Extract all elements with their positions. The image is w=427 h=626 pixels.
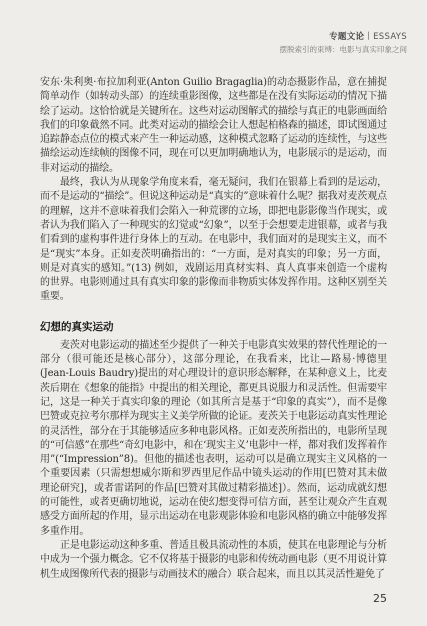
section-heading: 幻想的真实运动 <box>40 320 114 333</box>
paragraph: 最终，我认为从现象学角度来看，毫无疑问，我们在银幕上看到的是运动，而不是运动的“描绘”。但说这种运动是“真实的”意味着什么呢？据我对麦茨观点的理解，这并不意味着我们会陷入一种荒谬的立场，即把电影影像当作现实，或者认为我们陷入了一种现实的幻觉或“幻象”，以至于会想要走进银幕，或者与我们看到的虚构事件进行身体上的互动。在电影中，我们面对的是现实主义，而不是“现实”本身。正如麦茨明确指出的：“一方面，是对真实的印象；另一方面，则是对真实的感知。”(13) 例如，戏剧运用真材实料、真人真事来创造一个虚构的世界。电影则通过具有真实印象的影像而非物质实体发挥作用。这种区别至关重要。 <box>40 177 387 303</box>
header-series-en: ESSAYS <box>373 32 407 42</box>
header-series-label: 专题文论 <box>329 32 365 42</box>
paragraph: 安东·朱利奥·布拉加利亚(Anton Guilio Bragaglia)的动态摄影作品，意在捕捉简单动作（如转动头部）的连续重影图像，这些都是在没有实际运动的情况下描绘了运动。这恰恰就是关键所在。这些对运动图解式的描绘与真正的电影画面给我们的印象截然不同。此类对运动的描绘会让人想起柏格森的描述，即试图通过追踪静态点位的模式来产生一种运动感，这种模式忽略了运动的连续性，与这些描绘运动连续帧的图像不同，现在可以更加明确地认为，电影展示的是运动，而非对运动的描绘。 <box>40 77 387 174</box>
running-header <box>280 30 408 55</box>
header-separator: 丨 <box>364 32 374 42</box>
header-article-title: 摆脱索引的束缚：电影与真实印象之间 <box>279 45 407 54</box>
header-series <box>280 30 408 42</box>
paragraph: 正是电影运动这种多重、普适且极具流动性的本质，使其在电影理论与分析中成为一个强力概念。它不仅将基于摄影的电影和传统动画电影（更不用说计算机生成图像所代表的摄影与动画技术的融合）联合起来，而且以其灵活性避免了 <box>40 539 387 580</box>
paragraph: 麦茨对电影运动的描述至少提供了一种关于电影真实效果的替代性理论的一部分（很可能还是核心部分），这部分理论，在我看来，比让—路易·博德里(Jean-Louis Baudry)提出的对心理设计的意识形态解释，在某种意义上，比麦茨后期在《想象的能指》中提出的相关理论，都更具说服力和灵活性。但需要牢记，这是一种关于真实印象的理论（如其所言是基于“印象的真实”），而不是像巴赞或克拉考尔那样为现实主义美学所做的论证。麦茨关于电影运动真实性理论的灵活性，部分在于其能够适应多种电影风格。正如麦茨所指出的，电影所呈现的“可信感”在那些“奇幻电影中，和在‘现实主义’电影中一样，都对我们发挥着作用”(“Impression”8)。但他的描述也表明，运动可以是确立现实主义风格的一个重要因素（只需想想威尔斯和罗西里尼作品中镜头运动的作用[巴赞对其未做理论研究]，或者雷诺阿的作品[巴赞对其做过精彩描述]）。然而，运动成就幻想的可能性，或者更确切地说，运动在使幻想变得可信方面，甚至让观众产生直观感受方面所起的作用，显示出运动在电影观影体验和电影风格的确立中能够发挥多重作用。 <box>40 339 387 537</box>
body-text <box>40 76 387 582</box>
page-number: 25 <box>373 592 387 605</box>
